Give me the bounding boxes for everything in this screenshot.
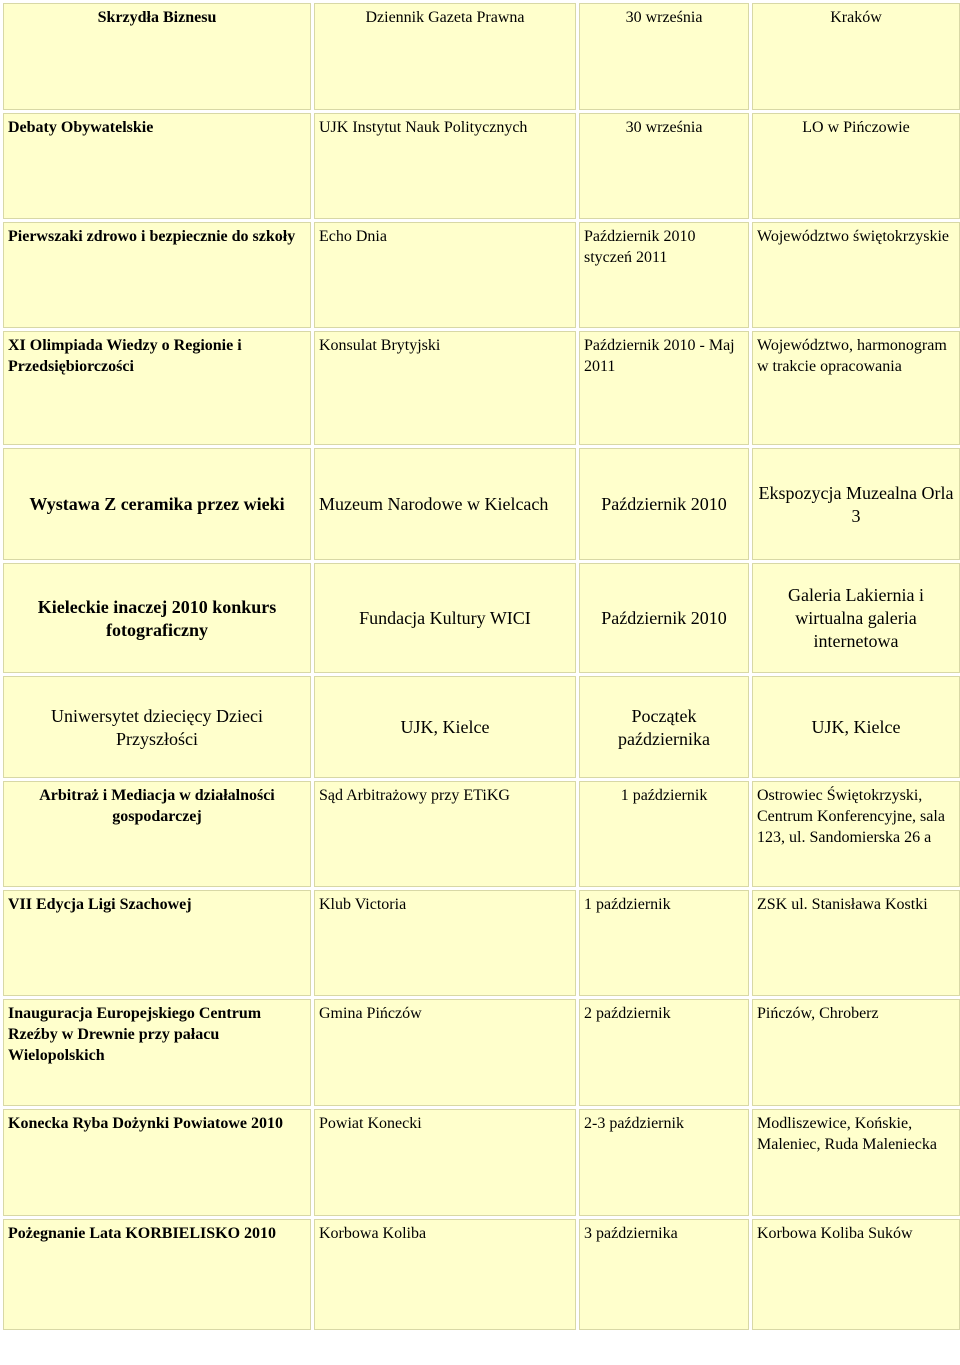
date-cell: 3 października	[579, 1219, 749, 1330]
organizer-cell: Powiat Konecki	[314, 1109, 576, 1216]
table-row	[3, 113, 960, 219]
date-cell: Początek października	[579, 676, 749, 778]
organizer-cell: Dziennik Gazeta Prawna	[314, 3, 576, 110]
place-cell: Ostrowiec Świętokrzyski, Centrum Konferencyjne, sala 123, ul. Sandomierska 26 a	[752, 781, 960, 887]
event-name-cell: Arbitraż i Mediacja w działalności gospodarczej	[3, 781, 311, 887]
date-cell: 30 września	[579, 3, 749, 110]
date-cell: Październik 2010 - Maj 2011	[579, 331, 749, 445]
place-cell: ZSK ul. Stanisława Kostki	[752, 890, 960, 996]
place-cell: Ekspozycja Muzealna Orla 3	[752, 448, 960, 560]
organizer-cell: Gmina Pińczów	[314, 999, 576, 1106]
date-cell: 30 września	[579, 113, 749, 219]
event-name-cell: Wystawa Z ceramika przez wieki	[3, 448, 311, 560]
date-cell: Październik 2010	[579, 448, 749, 560]
table-row	[3, 1109, 960, 1216]
date-cell: 1 październik	[579, 890, 749, 996]
table-row	[3, 676, 960, 778]
table-row	[3, 331, 960, 445]
table-row	[3, 1219, 960, 1330]
place-cell: LO w Pińczowie	[752, 113, 960, 219]
organizer-cell: Korbowa Koliba	[314, 1219, 576, 1330]
organizer-cell: Klub Victoria	[314, 890, 576, 996]
event-name-cell: Skrzydła Biznesu	[3, 3, 311, 110]
place-cell: Pińczów, Chroberz	[752, 999, 960, 1106]
event-name-cell: Uniwersytet dziecięcy Dzieci Przyszłości	[3, 676, 311, 778]
place-cell: Kraków	[752, 3, 960, 110]
table-row	[3, 890, 960, 996]
date-cell: Październik 2010	[579, 563, 749, 673]
date-cell: 2 październik	[579, 999, 749, 1106]
event-name-cell: Inauguracja Europejskiego Centrum Rzeźby w Drewnie przy pałacu Wielopolskich	[3, 999, 311, 1106]
place-cell: Modliszewice, Końskie, Maleniec, Ruda Maleniecka	[752, 1109, 960, 1216]
place-cell: Województwo świętokrzyskie	[752, 222, 960, 328]
event-name-cell: XI Olimpiada Wiedzy o Regionie i Przedsiębiorczości	[3, 331, 311, 445]
organizer-cell: UJK Instytut Nauk Politycznych	[314, 113, 576, 219]
event-name-cell: Pożegnanie Lata KORBIELISKO 2010	[3, 1219, 311, 1330]
table-row	[3, 999, 960, 1106]
place-cell: Galeria Lakiernia i wirtualna galeria internetowa	[752, 563, 960, 673]
table-row	[3, 3, 960, 110]
organizer-cell: Fundacja Kultury WICI	[314, 563, 576, 673]
table-row	[3, 448, 960, 560]
organizer-cell: UJK, Kielce	[314, 676, 576, 778]
place-cell: UJK, Kielce	[752, 676, 960, 778]
organizer-cell: Muzeum Narodowe w Kielcach	[314, 448, 576, 560]
date-cell: 1 październik	[579, 781, 749, 887]
date-cell: Październik 2010 styczeń 2011	[579, 222, 749, 328]
event-name-cell: Pierwszaki zdrowo i bezpiecznie do szkoły	[3, 222, 311, 328]
table-row	[3, 781, 960, 887]
organizer-cell: Sąd Arbitrażowy przy ETiKG	[314, 781, 576, 887]
table-row	[3, 222, 960, 328]
event-name-cell: Debaty Obywatelskie	[3, 113, 311, 219]
event-name-cell: VII Edycja Ligi Szachowej	[3, 890, 311, 996]
organizer-cell: Konsulat Brytyjski	[314, 331, 576, 445]
place-cell: Województwo, harmonogram w trakcie opracowania	[752, 331, 960, 445]
organizer-cell: Echo Dnia	[314, 222, 576, 328]
event-name-cell: Kieleckie inaczej 2010 konkurs fotograficzny	[3, 563, 311, 673]
event-name-cell: Konecka Ryba Dożynki Powiatowe 2010	[3, 1109, 311, 1216]
table-row	[3, 563, 960, 673]
place-cell: Korbowa Koliba Suków	[752, 1219, 960, 1330]
date-cell: 2-3 październik	[579, 1109, 749, 1216]
